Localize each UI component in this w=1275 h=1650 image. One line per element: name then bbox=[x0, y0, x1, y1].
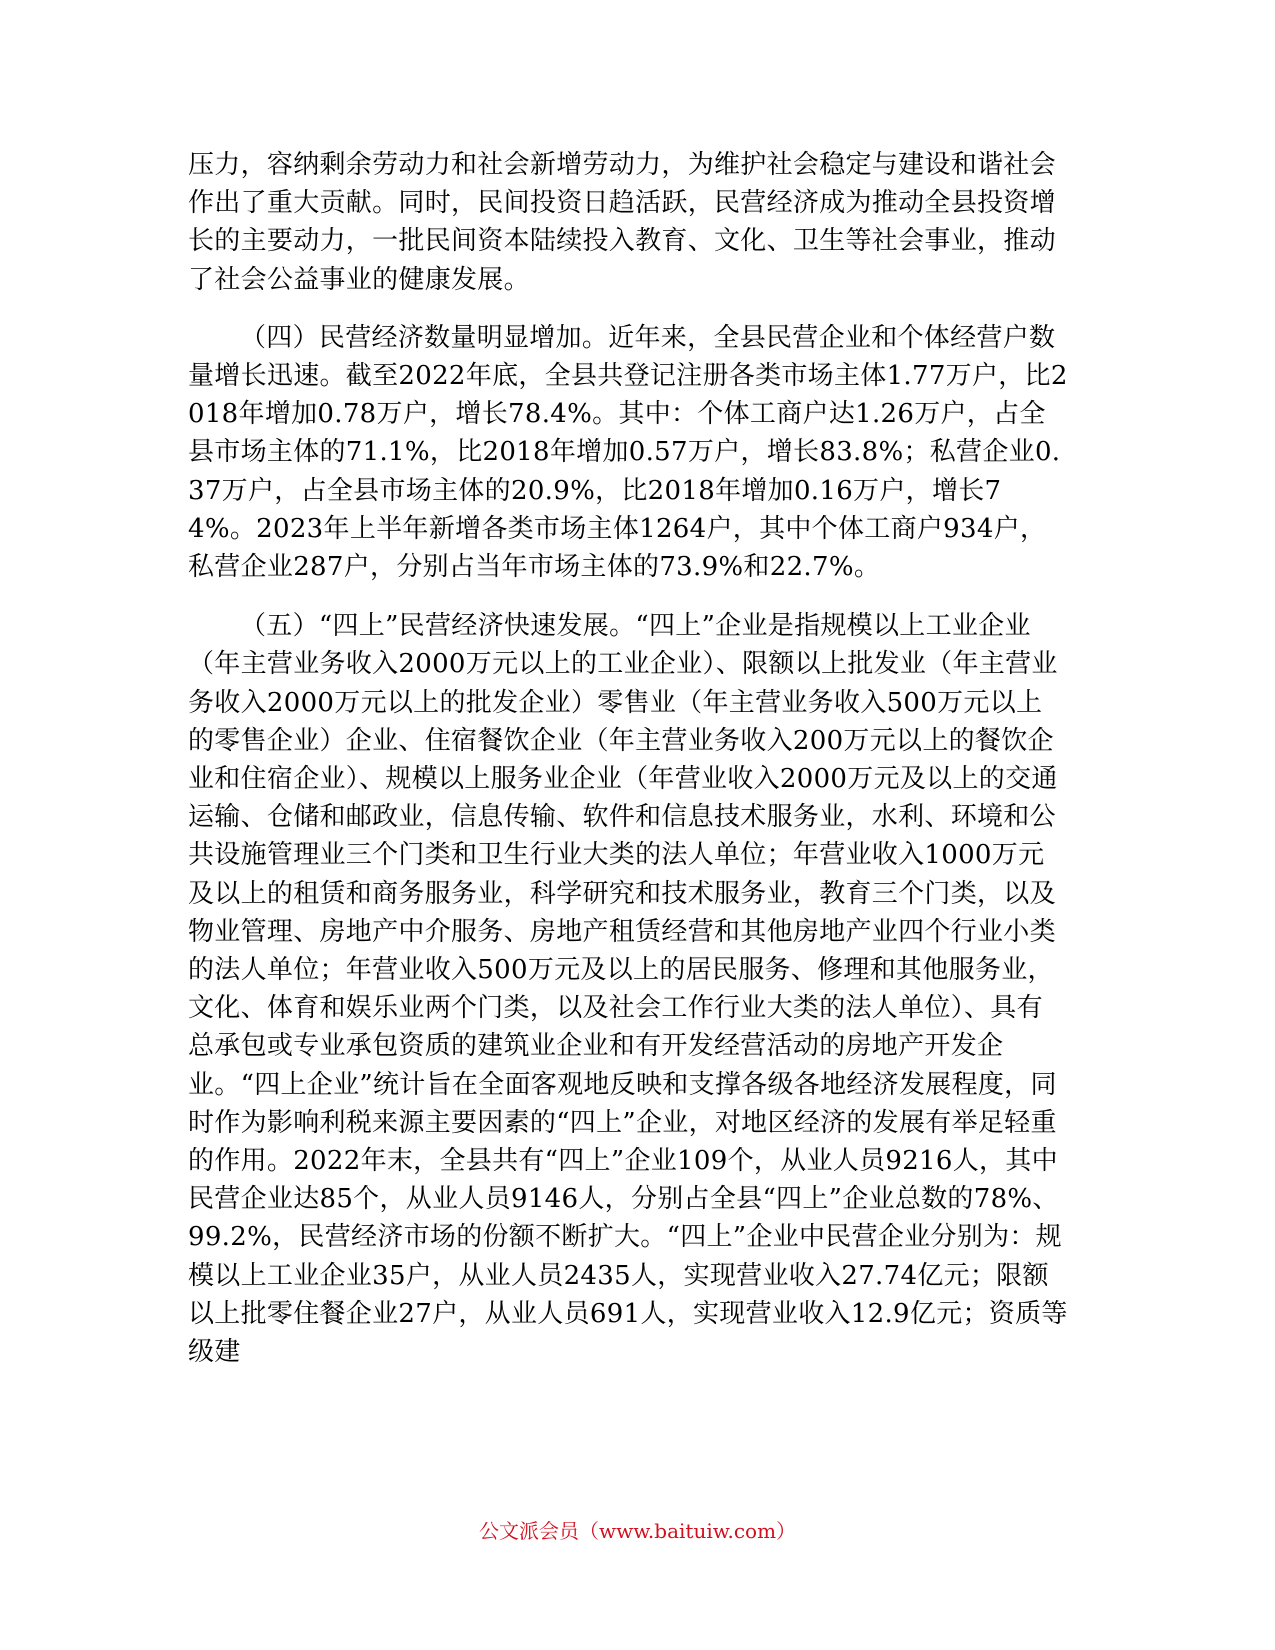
footer-watermark: 公文派会员（www.baituiw.com） bbox=[478, 1519, 797, 1543]
paragraph-section-four: （四）民营经济数量明显增加。近年来，全县民营企业和个体经营户数量增长迅速。截至2022年底，全县共登记注册各类市场主体1.77万户，比2018年增加0.78万户，增长78.4%。其中：个体工商户达1.26万户，占全县市场主体的71.1%，比2018年增加0.57万户，增长83.8%；私营企业0.37万户，占全县市场主体的20.9%，比2018年增加0.16万户，增长74%。2023年上半年新增各类市场主体1264户，其中个体工商户934户，私营企业287户，分别占当年市场主体的73.9%和22.7%。 bbox=[188, 322, 1068, 583]
document-body bbox=[188, 146, 1068, 1371]
paragraph-section-five: （五）“四上”民营经济快速发展。“四上”企业是指规模以上工业企业（年主营业务收入2000万元以上的工业企业）、限额以上批发业（年主营业务收入2000万元以上的批发企业）零售业（年主营业务收入500万元以上的零售企业）企业、住宿餐饮企业（年主营业务收入200万元以上的餐饮企业和住宿企业）、规模以上服务业企业（年营业收入2000万元及以上的交通运输、仓储和邮政业，信息传输、软件和信息技术服务业，水利、环境和公共设施管理业三个门类和卫生行业大类的法人单位；年营业收入1000万元及以上的租赁和商务服务业，科学研究和技术服务业，教育三个门类，以及物业管理、房地产中介服务、房地产租赁经营和其他房地产业四个行业小类的法人单位；年营业收入500万元及以上的居民服务、修理和其他服务业，文化、体育和娱乐业两个门类，以及社会工作行业大类的法人单位）、具有总承包或专业承包资质的建筑业企业和有开发经营活动的房地产开发企业。“四上企业”统计旨在全面客观地反映和支撑各级各地经济发展程度，同时作为影响利税来源主要因素的“四上”企业，对地区经济的发展有举足轻重的作用。2022年末，全县共有“四上”企业109个，从业人员9216人，其中民营企业达85个，从业人员9146人，分别占全县“四上”企业总数的78%、99.2%，民营经济市场的份额不断扩大。“四上”企业中民营企业分别为：规模以上工业企业35户，从业人员2435人，实现营业收入27.74亿元；限额以上批零住餐企业27户，从业人员691人，实现营业收入12.9亿元；资质等级建 bbox=[188, 611, 1068, 1368]
paragraph-continued: 压力，容纳剩余劳动力和社会新增劳动力，为维护社会稳定与建设和谐社会作出了重大贡献。同时，民间投资日趋活跃，民营经济成为推动全县投资增长的主要动力，一批民间资本陆续投入教育、文化、卫生等社会事业，推动了社会公益事业的健康发展。 bbox=[188, 150, 1056, 295]
